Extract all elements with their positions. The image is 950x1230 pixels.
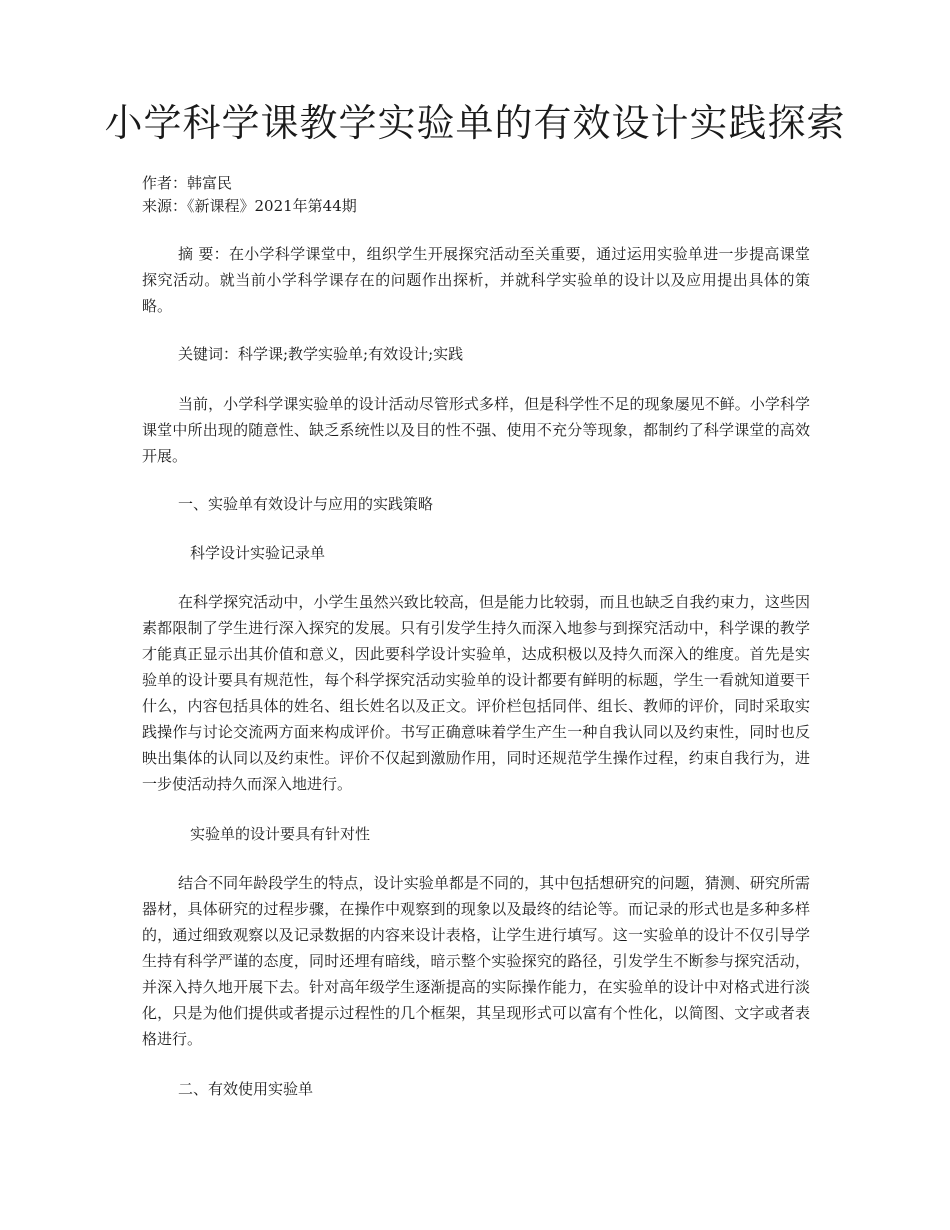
article-title: 小学科学课教学实验单的有效设计实践探索 (104, 101, 846, 145)
subsection-1-heading: 科学设计实验记录单 (190, 544, 326, 562)
section-2-heading: 二、有效使用实验单 (178, 1080, 314, 1098)
keywords-paragraph: 关键词：科学课;教学实验单;有效设计;实践 (178, 345, 464, 363)
source-line: 来源：《新课程》2021年第44期 (142, 197, 357, 215)
section-1-heading: 一、实验单有效设计与应用的实践策略 (178, 495, 434, 513)
subsection-2-heading: 实验单的设计要具有针对性 (190, 825, 371, 843)
subsection-1-body: 在科学探究活动中，小学生虽然兴致比较高，但是能力比较弱，而且也缺乏自我约束力，这些因素都限制了学生进行深入探究的发展。只有引发学生持久而深入地参与到探究活动中，科学课的教学才能真正显示出其价值和意义，因此要科学设计实验单，达成积极以及持久而深入的维度。首先是实验单的设计要具有规范性，每个科学探究活动实验单的设计都要有鲜明的标题，学生一看就知道要干什么，内容包括具体的姓名、组长姓名以及正文。评价栏包括同伴、组长、教师的评价，同时采取实践操作与讨论交流两方面来构成评价。书写正确意味着学生产生一种自我认同以及约束性，同时也反映出集体的认同以及约束性。评价不仅起到激励作用，同时还规范学生操作过程，约束自我行为，进一步使活动持久而深入地进行。 (142, 593, 810, 793)
abstract-paragraph: 摘 要：在小学科学课堂中，组织学生开展探究活动至关重要，通过运用实验单进一步提高课堂探究活动。就当前小学科学课存在的问题作出探析，并就科学实验单的设计以及应用提出具体的策略。 (142, 245, 810, 315)
author-line: 作者：韩富民 (142, 174, 233, 192)
intro-paragraph: 当前，小学科学课实验单的设计活动尽管形式多样，但是科学性不足的现象屡见不鲜。小学科学课堂中所出现的随意性、缺乏系统性以及目的性不强、使用不充分等现象，都制约了科学课堂的高效开展。 (142, 395, 810, 465)
subsection-2-body: 结合不同年龄段学生的特点，设计实验单都是不同的，其中包括想研究的问题，猜测、研究所需器材，具体研究的过程步骤，在操作中观察到的现象以及最终的结论等。而记录的形式也是多种多样的，通过细致观察以及记录数据的内容来设计表格，让学生进行填写。这一实验单的设计不仅引导学生持有科学严谨的态度，同时还埋有暗线，暗示整个实验探究的路径，引发学生不断参与探究活动，并深入持久地开展下去。针对高年级学生逐渐提高的实际操作能力，在实验单的设计中对格式进行淡化，只是为他们提供或者提示过程性的几个框架，其呈现形式可以富有个性化，以简图、文字或者表格进行。 (142, 874, 810, 1048)
